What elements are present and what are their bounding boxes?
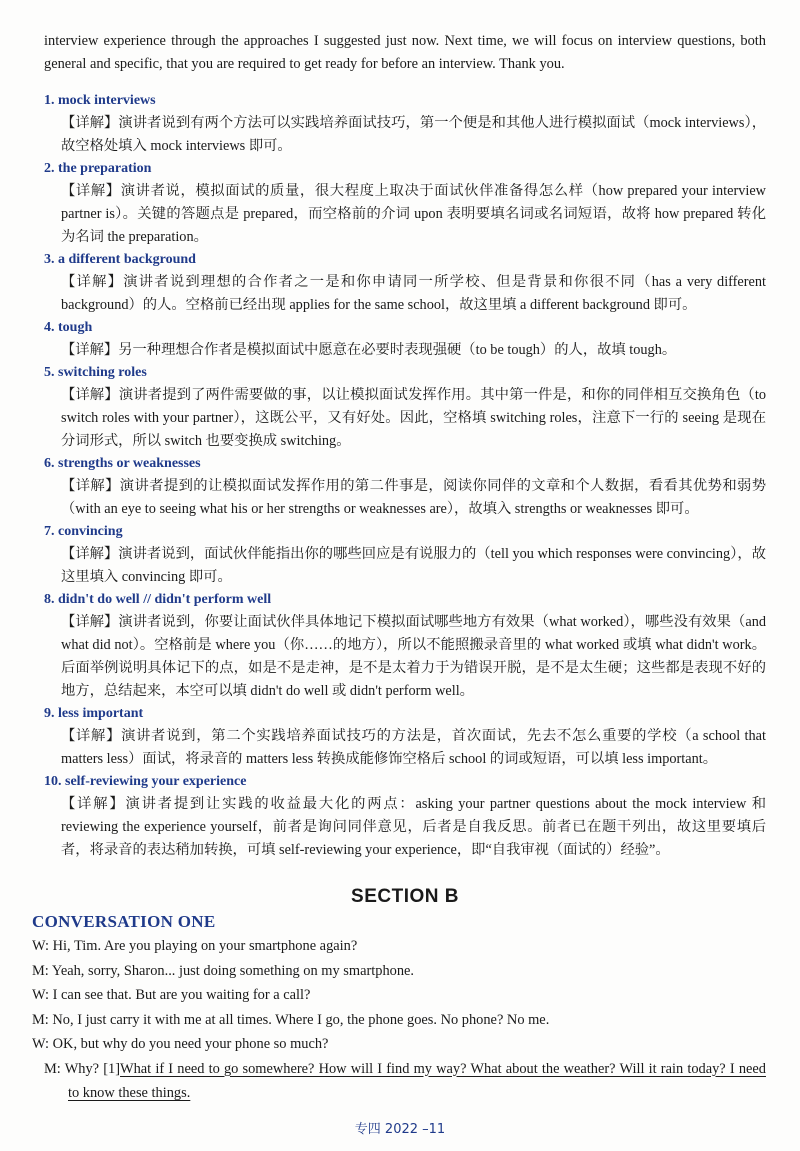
dialogue-text: OK, but why do you need your phone so much?: [52, 1036, 329, 1052]
answer-explanation: [44, 543, 766, 589]
explanation-tag: 【详解】: [61, 478, 120, 494]
dialogue-speaker: W:: [32, 987, 50, 1003]
answer-title: 7. convincing: [44, 524, 123, 539]
dialogue-speaker: W:: [32, 938, 50, 954]
explanation-text: 演讲者提到让实践的收益最大化的两点：asking your partner questions about the mock interview 和 reviewing the experience yourself，前者是询问同伴意见，后者是自我反思。前者已在题干列出，故这里要填后者，将录音的表达稍加转换，可填 self-reviewing your experience，即“自我审视（面试的）经验”。: [61, 796, 766, 858]
answer-title: 8. didn't do well // didn't perform well: [44, 592, 272, 607]
explanation-tag: 【详解】: [61, 387, 119, 403]
explanation-tag: 【详解】: [61, 728, 122, 744]
conversation-title: CONVERSATION ONE: [32, 912, 216, 931]
explanation-text: 演讲者提到的让模拟面试发挥作用的第二件事是，阅读你同伴的文章和个人数据，看看其优势和弱势（with an eye to seeing what his or her strengths or weaknesses are），故填入 strengths or weaknesses 即可。: [61, 478, 767, 517]
answer-explanation: [44, 384, 766, 453]
dialogue-line: [32, 959, 766, 984]
answer-title: 3. a different background: [44, 252, 196, 267]
dialogue-line-underlined: [44, 1057, 766, 1106]
explanation-text: 演讲者说到，你要让面试伙伴具体地记下模拟面试哪些地方有效果（what worked），哪些没有效果（and what did not）。空格前是 where you（你……的地方），所以不能照搬录音里的 what worked 或填 what didn't work。后面举例说明具体记下的点，如是不是走神，是不是太着力于为错误开脱，是不是太生硬；这些都是表现不好的地方，总结起来，本空可以填 didn't do well 或 didn't perform well。: [61, 614, 767, 699]
dialogue-speaker: M:: [44, 1060, 61, 1077]
explanation-tag: 【详解】: [61, 274, 124, 290]
explanation-tag: 【详解】: [61, 546, 119, 562]
dialogue-line: [32, 934, 766, 959]
dialogue: [32, 934, 766, 1057]
answer-item: [44, 249, 766, 317]
section-heading: SECTION B: [351, 886, 459, 907]
answer-explanation: [44, 725, 766, 771]
answer-title: 4. tough: [44, 320, 93, 335]
answer-item: [44, 703, 766, 771]
answer-explanation: [44, 793, 766, 862]
page-content: [32, 30, 767, 1106]
answer-title: 9. less important: [44, 706, 144, 721]
explanation-tag: 【详解】: [61, 342, 119, 358]
explanation-tag: 【详解】: [61, 183, 121, 199]
answer-item: [44, 317, 766, 362]
dialogue-text: Yeah, sorry, Sharon... just doing something on my smartphone.: [51, 962, 415, 979]
answer-explanation: [44, 475, 766, 521]
dialogue-line: [32, 1032, 766, 1057]
explanation-text: 另一种理想合作者是模拟面试中愿意在必要时表现强硬（to be tough）的人，故填 tough。: [118, 342, 677, 358]
dialogue-line: [32, 1008, 766, 1033]
answer-title: 2. the preparation: [44, 161, 152, 176]
answer-title: 6. strengths or weaknesses: [44, 456, 201, 471]
answer-explanation: [44, 180, 766, 249]
page-footer: 专四 2022 –11: [354, 1122, 446, 1137]
explanation-text: 演讲者提到了两件需要做的事，以让模拟面试发挥作用。其中第一件是，和你的同伴相互交换角色（to switch roles with your partner），这既公平，又有好处。因此，空格填 switching roles，注意下一行的 seeing 是现在分词形式，所以 switch 也要变换成 switching。: [61, 387, 766, 449]
answer-item: [44, 521, 766, 589]
underlined-answer-text: What if I need to go somewhere? How will I find my way? What about the weather? Will it rain today? I need to know these things.: [68, 1060, 766, 1101]
answer-title: 5. switching roles: [44, 365, 147, 380]
answer-item: [44, 90, 766, 158]
explanation-text: 演讲者说到理想的合作者之一是和你申请同一所学校、但是背景和你很不同（has a very different background）的人。空格前已经出现 applies for the same school，故这里填 a different background 即可。: [61, 274, 767, 313]
answer-item: [44, 771, 766, 862]
explanation-tag: 【详解】: [61, 115, 119, 131]
explanation-tag: 【详解】: [61, 796, 126, 812]
answer-item: [44, 158, 766, 249]
answer-item: [44, 453, 766, 521]
dialogue-text: Hi, Tim. Are you playing on your smartphone again?: [52, 938, 358, 954]
answer-explanations: [44, 90, 766, 862]
explanation-tag: 【详解】: [61, 614, 119, 630]
dialogue-text: No, I just carry it with me at all times. Where I go, the phone goes. No phone? No me.: [52, 1011, 550, 1028]
intro-paragraph: interview experience through the approaches I suggested just now. Next time, we will focus on interview questions, both general and specific, that you are required to get ready for before an interview. Thank you.: [44, 33, 766, 72]
answer-title: 1. mock interviews: [44, 93, 156, 108]
explanation-text: 演讲者说，模拟面试的质量，很大程度上取决于面试伙伴准备得怎么样（how prepared your interview partner is）。关键的答题点是 prepared，而空格前的介词 upon 表明要填名词或名词短语，故将 how prepared 转化为名词 the preparation。: [61, 183, 767, 245]
answer-item: [44, 362, 766, 453]
answer-explanation: [44, 271, 766, 317]
dialogue-line: [32, 983, 766, 1008]
explanation-text: 演讲者说到，面试伙伴能指出你的哪些回应是有说服力的（tell you which responses were convincing），故这里填入 convincing 即可。: [61, 546, 767, 585]
answer-title: 10. self-reviewing your experience: [44, 774, 247, 789]
dialogue-text: I can see that. But are you waiting for a call?: [52, 987, 311, 1003]
dialogue-text-prefix: Why? [1]: [64, 1060, 121, 1077]
dialogue-speaker: M:: [32, 1011, 49, 1028]
answer-explanation: [44, 112, 766, 158]
answer-explanation: [44, 611, 766, 703]
explanation-text: 演讲者说到，第二个实践培养面试技巧的方法是，首次面试，先去不怎么重要的学校（a school that matters less）面试，将录音的 matters less 转换成能修饰空格后 school 的词或短语，可以填 less important。: [61, 728, 766, 767]
dialogue-speaker: M:: [32, 962, 49, 979]
dialogue-speaker: W:: [32, 1036, 50, 1052]
explanation-text: 演讲者说到有两个方法可以实践培养面试技巧，第一个便是和其他人进行模拟面试（mock interviews），故空格处填入 mock interviews 即可。: [61, 115, 766, 154]
answer-explanation: [44, 339, 766, 362]
answer-item: [44, 589, 766, 703]
